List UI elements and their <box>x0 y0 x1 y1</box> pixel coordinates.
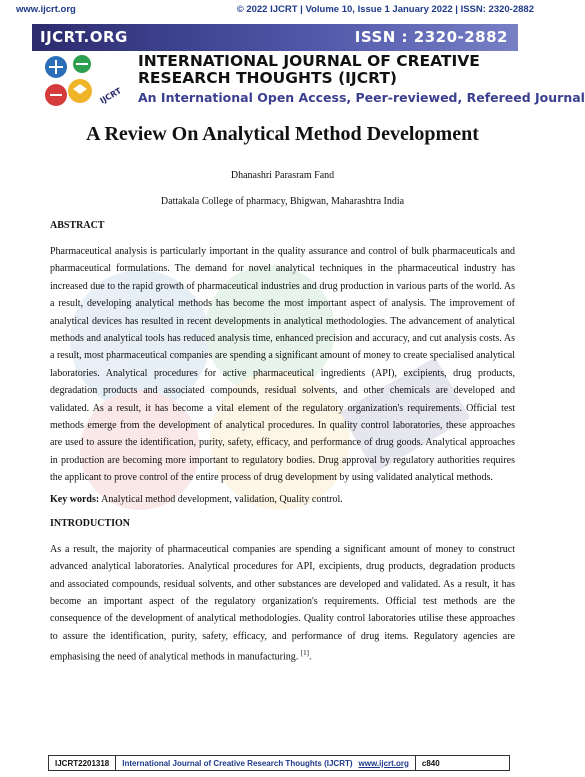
logo-text: IJCRT <box>98 86 123 106</box>
keywords-label: Key words: <box>50 493 100 505</box>
journal-title <box>138 53 516 87</box>
abstract-heading: ABSTRACT <box>50 220 105 231</box>
footer-journal-name: International Journal of Creative Research Thoughts (IJCRT) <box>122 758 353 768</box>
ijcrt-logo-icon <box>42 53 130 119</box>
journal-title-line2: RESEARCH THOUGHTS (IJCRT) <box>138 69 397 87</box>
footer-page-number: c840 <box>421 758 440 768</box>
author-affiliation: Dattakala College of pharmacy, Bhigwan, Maharashtra India <box>160 196 405 207</box>
keywords-text: Analytical method development, validation, Quality control. <box>99 493 343 505</box>
journal-title-line1: INTERNATIONAL JOURNAL OF CREATIVE <box>138 52 480 70</box>
intro-end: . <box>308 651 312 663</box>
introduction-heading: INTRODUCTION <box>50 517 131 529</box>
citation-ref[interactable]: [1] <box>300 649 309 658</box>
header-website-link[interactable]: www.ijcrt.org <box>16 4 76 15</box>
journal-subtitle: An International Open Access, Peer-reviewed, Refereed Journal <box>138 90 585 105</box>
introduction-text: As a result, the majority of pharmaceutical companies are spending a significant amount of money to construct advanced analytical laboratories. Analytical procedures for API, excipients, drug products, degradation products and associated compounds, residual solvents, and other substances are developed and validated. As a result, it has become an important aspect of the regulatory organization's requirements. Official test methods are the consequence of the development of analytical methodologies. Quality control laboratories utilise these approaches to assure the identification, purity, safety, efficacy, and performance of drug items. Regulatory agencies are emphasising the need of analytical methods in manufacturing. <box>50 543 515 663</box>
header-issue-info: © 2022 IJCRT | Volume 10, Issue 1 January 2022 | ISSN: 2320-2882 <box>236 4 534 15</box>
author-name: Dhanashri Parasram Fand <box>230 170 335 181</box>
banner-site: IJCRT.ORG <box>40 28 128 46</box>
running-header <box>16 4 534 18</box>
keywords <box>50 493 515 507</box>
footer-url-link[interactable]: www.ijcrt.org <box>358 758 409 768</box>
article-title: A Review On Analytical Method Development <box>86 123 479 145</box>
article-body <box>50 120 515 666</box>
banner-issn: ISSN : 2320-2882 <box>354 28 508 46</box>
banner-band <box>32 24 518 51</box>
footer-paper-id: IJCRT2201318 <box>55 758 110 768</box>
page-footer <box>48 755 510 771</box>
abstract-paragraph: Pharmaceutical analysis is particularly important in the quality assurance and control of bulk pharmaceuticals and pharmaceutical formulations. The demand for novel analytical techniques in the pharmaceutical industry has increased due to the rapid growth of pharmaceutical industries and drug production in various parts of the world. As a result, developing analytical methods has become the most important aspect of analysis. The improvement of analytical devices has resulted in recent developments in analytical methodologies. The advancement of analytical methods and analytical tools has reduced analysis time, enhanced precision and accuracy, and cut analysis costs. As a result, most pharmaceutical companies are spending a significant amount of money to create specialised analytical laboratories. Analytical procedures for active pharmaceutical ingredients (API), excipients, drug products, degradation products and associated compounds, residual solvents, and other chemicals are developed and validated. As a result, it has become a vital element of the regulatory organization's requirements. Official test methods emerge from the development of analytical procedures. In quality control laboratories, these approaches are used to assure the identification, purity, safety, efficacy, and performance of drug goods. Analytical approaches in production are becoming more important to regulatory bodies. Drug approval by regulatory authorities requires the applicant to prove control of the entire process of drug development by using validated analytical methods. <box>50 246 515 484</box>
journal-banner <box>32 24 585 120</box>
introduction-paragraph <box>50 541 515 666</box>
